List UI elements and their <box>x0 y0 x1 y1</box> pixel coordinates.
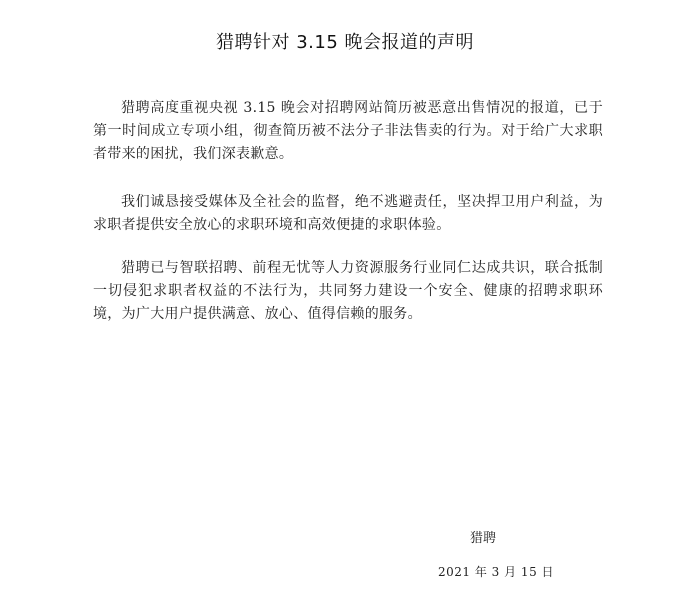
paragraph-3: 猎聘已与智联招聘、前程无忧等人力资源服务行业同仁达成共识，联合抵制一切侵犯求职者权益的不法行为，共同努力建设一个安全、健康的招聘求职环境，为广大用户提供满意、放心、值得信赖的服务。 <box>93 260 603 322</box>
paragraph-2: 我们诚恳接受媒体及全社会的监督，绝不逃避责任，坚决捍卫用户利益，为求职者提供安全放心的求职环境和高效便捷的求职体验。 <box>93 194 603 233</box>
page-title: 猎聘针对 3.15 晚会报道的声明 <box>215 32 475 53</box>
signature: 猎聘 <box>470 531 497 546</box>
statement-date: 2021 年 3 月 15 日 <box>438 565 555 579</box>
paragraph-1: 猎聘高度重视央视 3.15 晚会对招聘网站简历被恶意出售情况的报道，已于第一时间成立专项小组，彻查简历被不法分子非法售卖的行为。对于给广大求职者带来的困扰，我们深表歉意。 <box>93 100 603 162</box>
